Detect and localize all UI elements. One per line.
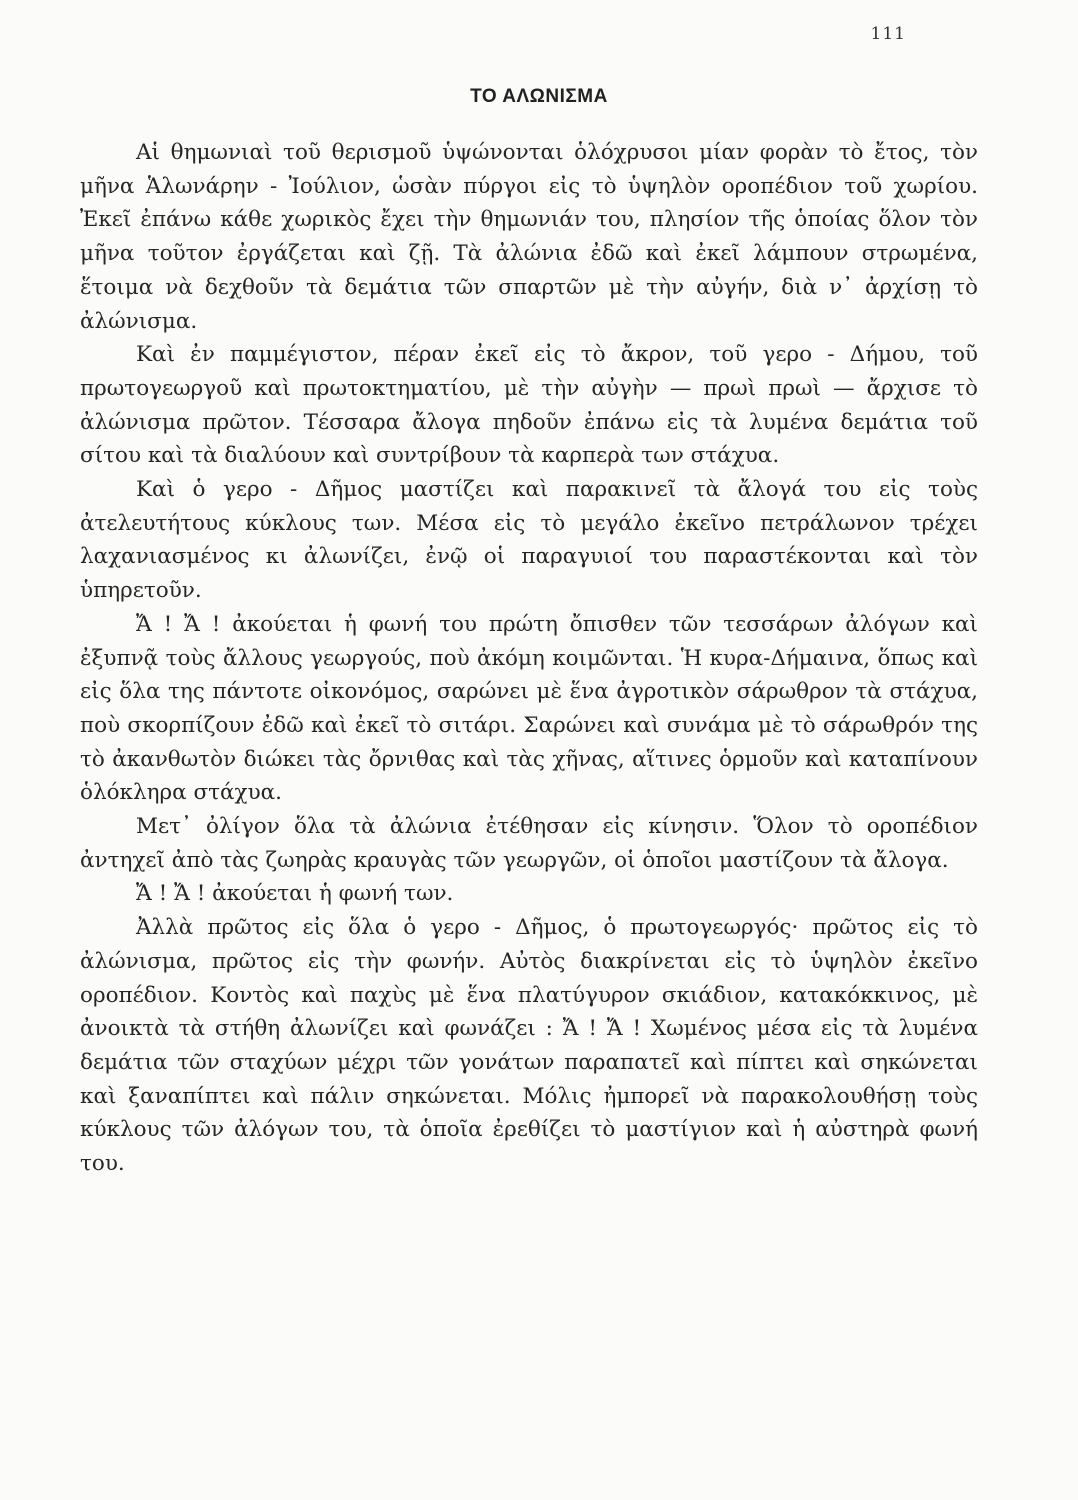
body-text	[80, 136, 978, 1181]
paragraph-7: Ἀλλὰ πρῶτος εἰς ὅλα ὁ γερο - Δῆμος, ὁ πρωτογεωργός· πρῶτος εἰς τὸ ἀλώνισμα, πρῶτος εἰς τὴν φωνήν. Αὐτὸς διακρίνεται εἰς τὸ ὑψηλὸν ἐκεῖνο οροπέδιον. Κοντὸς καὶ παχὺς μὲ ἕνα πλατύγυρον σκιάδιον, κατακόκκινος, μὲ ἀνοικτὰ τὰ στήθη ἀλωνίζει καὶ φωνάζει : Ἄ ! Ἄ ! Χωμένος μέσα εἰς τὰ λυμένα δεμάτια τῶν σταχύων μέχρι τῶν γονάτων παραπατεῖ καὶ πίπτει καὶ σηκώνεται καὶ ξαναπίπτει καὶ πάλιν σηκώνεται. Μόλις ἠμπορεῖ νὰ παρακολουθήσῃ τοὺς κύκλους τῶν ἀλόγων του, τὰ ὁποῖα ἐρεθίζει τὸ μαστίγιον καὶ ἡ αὐστηρὰ φωνή του.	[80, 915, 978, 1177]
paragraph-6: Ἄ ! Ἄ ! ἀκούεται ἡ φωνή των.	[136, 881, 454, 907]
paragraph-3: Καὶ ὁ γερο - Δῆμος μαστίζει καὶ παρακινεῖ τὰ ἄλογά του εἰς τοὺς ἀτελευτήτους κύκλους των. Μέσα εἰς τὸ μεγάλο ἐκεῖνο πετράλωνον τρέχει λαχανιασμένος κι ἀλωνίζει, ἐνῷ οἱ παραγυιοί του παραστέκονται καὶ τὸν ὑπηρετοῦν.	[80, 477, 978, 604]
paragraph-2: Καὶ ἐν παμμέγιστον, πέραν ἐκεῖ εἰς τὸ ἄκρον, τοῦ γερο - Δήμου, τοῦ πρωτογεωργοῦ καὶ πρωτοκτηματίου, μὲ τὴν αὐγὴν — πρωὶ πρωὶ — ἄρχισε τὸ ἀλώνισμα πρῶτον. Τέσσαρα ἄλογα πηδοῦν ἐπάνω εἰς τὰ λυμένα δεμάτια τοῦ σίτου καὶ τὰ διαλύουν καὶ συντρίβουν τὰ καρπερὰ των στάχυα.	[80, 342, 978, 469]
paragraph-1: Αἱ θημωνιαὶ τοῦ θερισμοῦ ὑψώνονται ὁλόχρυσοι μίαν φορὰν τὸ ἔτος, τὸν μῆνα Ἁλωνάρην - Ἰούλιον, ὡσὰν πύργοι εἰς τὸ ὑψηλὸν οροπέδιον τοῦ χωρίου. Ἐκεῖ ἐπάνω κάθε χωρικὸς ἔχει τὴν θημωνιάν του, πλησίον τῆς ὁποίας ὅλον τὸν μῆνα τοῦτον ἐργάζεται καὶ ζῇ. Τὰ ἀλώνια ἐδῶ καὶ ἐκεῖ λάμπουν στρωμένα, ἕτοιμα νὰ δεχθοῦν τὰ δεμάτια τῶν σπαρτῶν μὲ τὴν αὐγήν, διὰ ν᾽ ἀρχίσῃ τὸ ἀλώνισμα.	[80, 140, 978, 334]
paragraph-4: Ἄ ! Ἄ ! ἀκούεται ἡ φωνή του πρώτη ὄπισθεν τῶν τεσσάρων ἀλόγων καὶ ἐξυπνᾷ τοὺς ἄλλους γεωργούς, ποὺ ἀκόμη κοιμῶνται. Ἡ κυρα-Δήμαινα, ὅπως καὶ εἰς ὅλα της πάντοτε οἰκονόμος, σαρώνει μὲ ἕνα ἀγροτικὸν σάρωθρον τὰ στάχυα, ποὺ σκορπίζουν ἐδῶ καὶ ἐκεῖ τὸ σιτάρι. Σαρώνει καὶ συνάμα μὲ τὸ σάρωθρόν της τὸ ἀκανθωτὸν διώκει τὰς ὄρνιθας καὶ τὰς χῆνας, αἵτινες ὁρμοῦν καὶ καταπίνουν ὁλόκληρα στάχυα.	[80, 611, 978, 806]
paragraph-5: Μετ᾽ ὀλίγον ὅλα τὰ ἀλώνια ἐτέθησαν εἰς κίνησιν. Ὅλον τὸ οροπέδιον ἀντηχεῖ ἀπὸ τὰς ζωηρὰς κραυγὰς τῶν γεωργῶν, οἱ ὁποῖοι μαστίζουν τὰ ἄλογα.	[80, 814, 978, 873]
chapter-title: ΤΟ ΑΛΩΝΙΣΜΑ	[470, 86, 608, 107]
page-number: 111	[870, 24, 906, 44]
